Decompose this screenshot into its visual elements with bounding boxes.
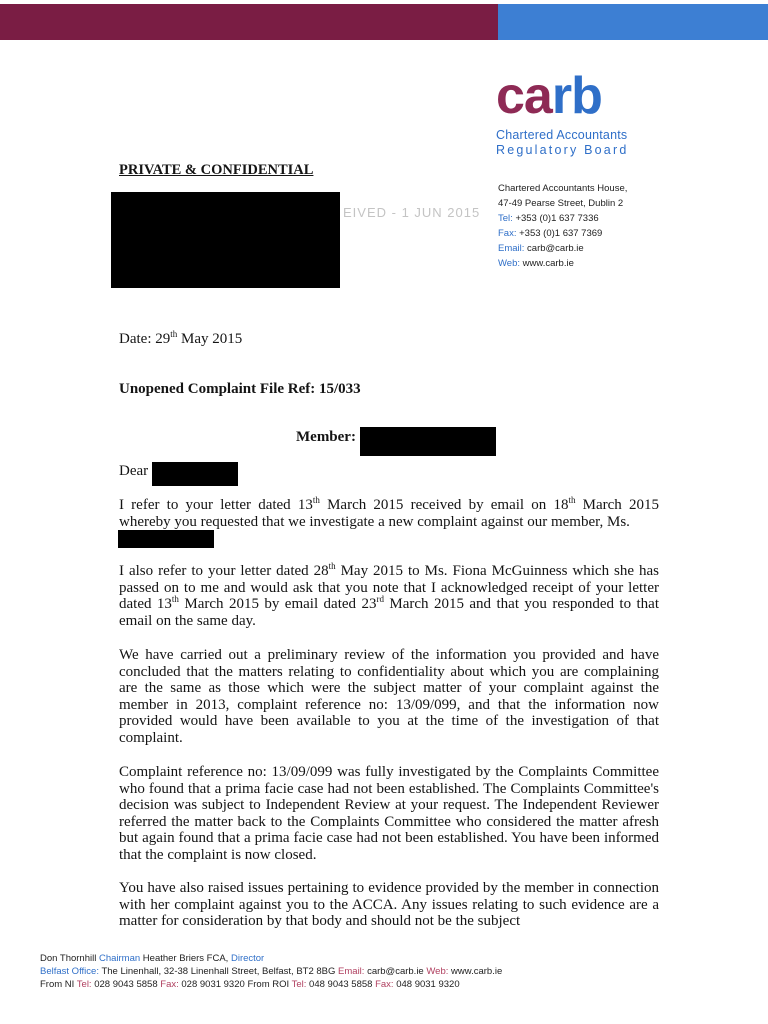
paragraph-1: I refer to your letter dated 13th March 2015 received by email on 18th March 2015 whereby you requested that we investigate a new complaint against our member, Ms. bbox=[119, 495, 659, 530]
header-band-maroon bbox=[0, 4, 498, 40]
email-link[interactable]: carb@carb.ie bbox=[527, 243, 584, 254]
member-label: Member: bbox=[296, 429, 356, 445]
address-web: Web: www.carb.ie bbox=[498, 258, 574, 269]
received-stamp: EIVED - 1 JUN 2015 bbox=[343, 205, 481, 220]
logo-ca: ca bbox=[496, 67, 552, 125]
paragraph-4: Complaint reference no: 13/09/099 was fully investigated by the Complaints Committee who found that a prima facie case had not been established. The Complaints Committee's decision was subject to Independent Review at your request. The Independent Reviewer referred the matter back to the Complaints Committee who considered the matter afresh but again found that a prima facie case had not been established. You have been informed that the complaint is now closed. bbox=[119, 764, 659, 863]
logo-wordmark bbox=[496, 67, 628, 125]
footer-email-link[interactable]: carb@carb.ie bbox=[367, 966, 424, 977]
logo-subtitle-1: Chartered Accountants bbox=[496, 128, 628, 142]
footer-belfast: Belfast Office: The Linenhall, 32-38 Linenhall Street, Belfast, BT2 8BG Email: carb@carb.ie Web: www.carb.ie bbox=[40, 966, 503, 977]
address-tel: Tel: +353 (0)1 637 7336 bbox=[498, 213, 599, 224]
letter-date: Date: 29th May 2015 bbox=[119, 329, 243, 347]
address-line-2: 47-49 Pearse Street, Dublin 2 bbox=[498, 198, 624, 209]
header-band-blue bbox=[498, 4, 768, 40]
logo-subtitle-2: Regulatory Board bbox=[496, 143, 629, 157]
logo-rb: rb bbox=[551, 67, 602, 125]
paragraph-3: We have carried out a preliminary review of the information you provided and have concluded that the matters relating to confidentiality about which you are complaining are the same as those which were the subject matter of your complaint against the member in 2013, complaint reference no: 13/09/099, and that the information now provided would have been available to you at the time of the investigation of that complaint. bbox=[119, 647, 659, 746]
web-link[interactable]: www.carb.ie bbox=[522, 258, 574, 269]
footer-phones: From NI Tel: 028 9043 5858 Fax: 028 9031 9320 From ROI Tel: 048 9043 5858 Fax: 048 9031 9320 bbox=[40, 979, 460, 990]
paragraph-2: I also refer to your letter dated 28th May 2015 to Ms. Fiona McGuinness which she has passed on to me and would ask that you note that I acknowledged receipt of your letter dated 13th March 2015 by email dated 23rd March 2015 and that you responded to that email on the same day. bbox=[119, 561, 660, 629]
carb-logo bbox=[496, 67, 629, 157]
address-block bbox=[498, 181, 627, 271]
redacted-salutation-name bbox=[152, 462, 238, 486]
redacted-member-surname bbox=[118, 530, 214, 548]
address-email: Email: carb@carb.ie bbox=[498, 243, 584, 254]
confidential-heading: PRIVATE & CONFIDENTIAL bbox=[119, 162, 314, 178]
address-line-1: Chartered Accountants House, bbox=[498, 183, 628, 194]
redacted-recipient-address bbox=[111, 192, 340, 288]
address-fax: Fax: +353 (0)1 637 7369 bbox=[498, 228, 603, 239]
file-reference: Unopened Complaint File Ref: 15/033 bbox=[119, 381, 361, 397]
paragraph-5: You have also raised issues pertaining to evidence provided by the member in connection with her complaint against you to the ACCA. Any issues relating to such evidence are a matter for consideration by that body and should not be the subject bbox=[119, 880, 659, 930]
redacted-member-name bbox=[360, 427, 496, 456]
salutation: Dear bbox=[119, 463, 149, 479]
letter-footer bbox=[40, 952, 502, 991]
footer-web-link[interactable]: www.carb.ie bbox=[451, 966, 503, 977]
footer-officers: Don Thornhill Chairman Heather Briers FCA, Director bbox=[40, 953, 265, 964]
